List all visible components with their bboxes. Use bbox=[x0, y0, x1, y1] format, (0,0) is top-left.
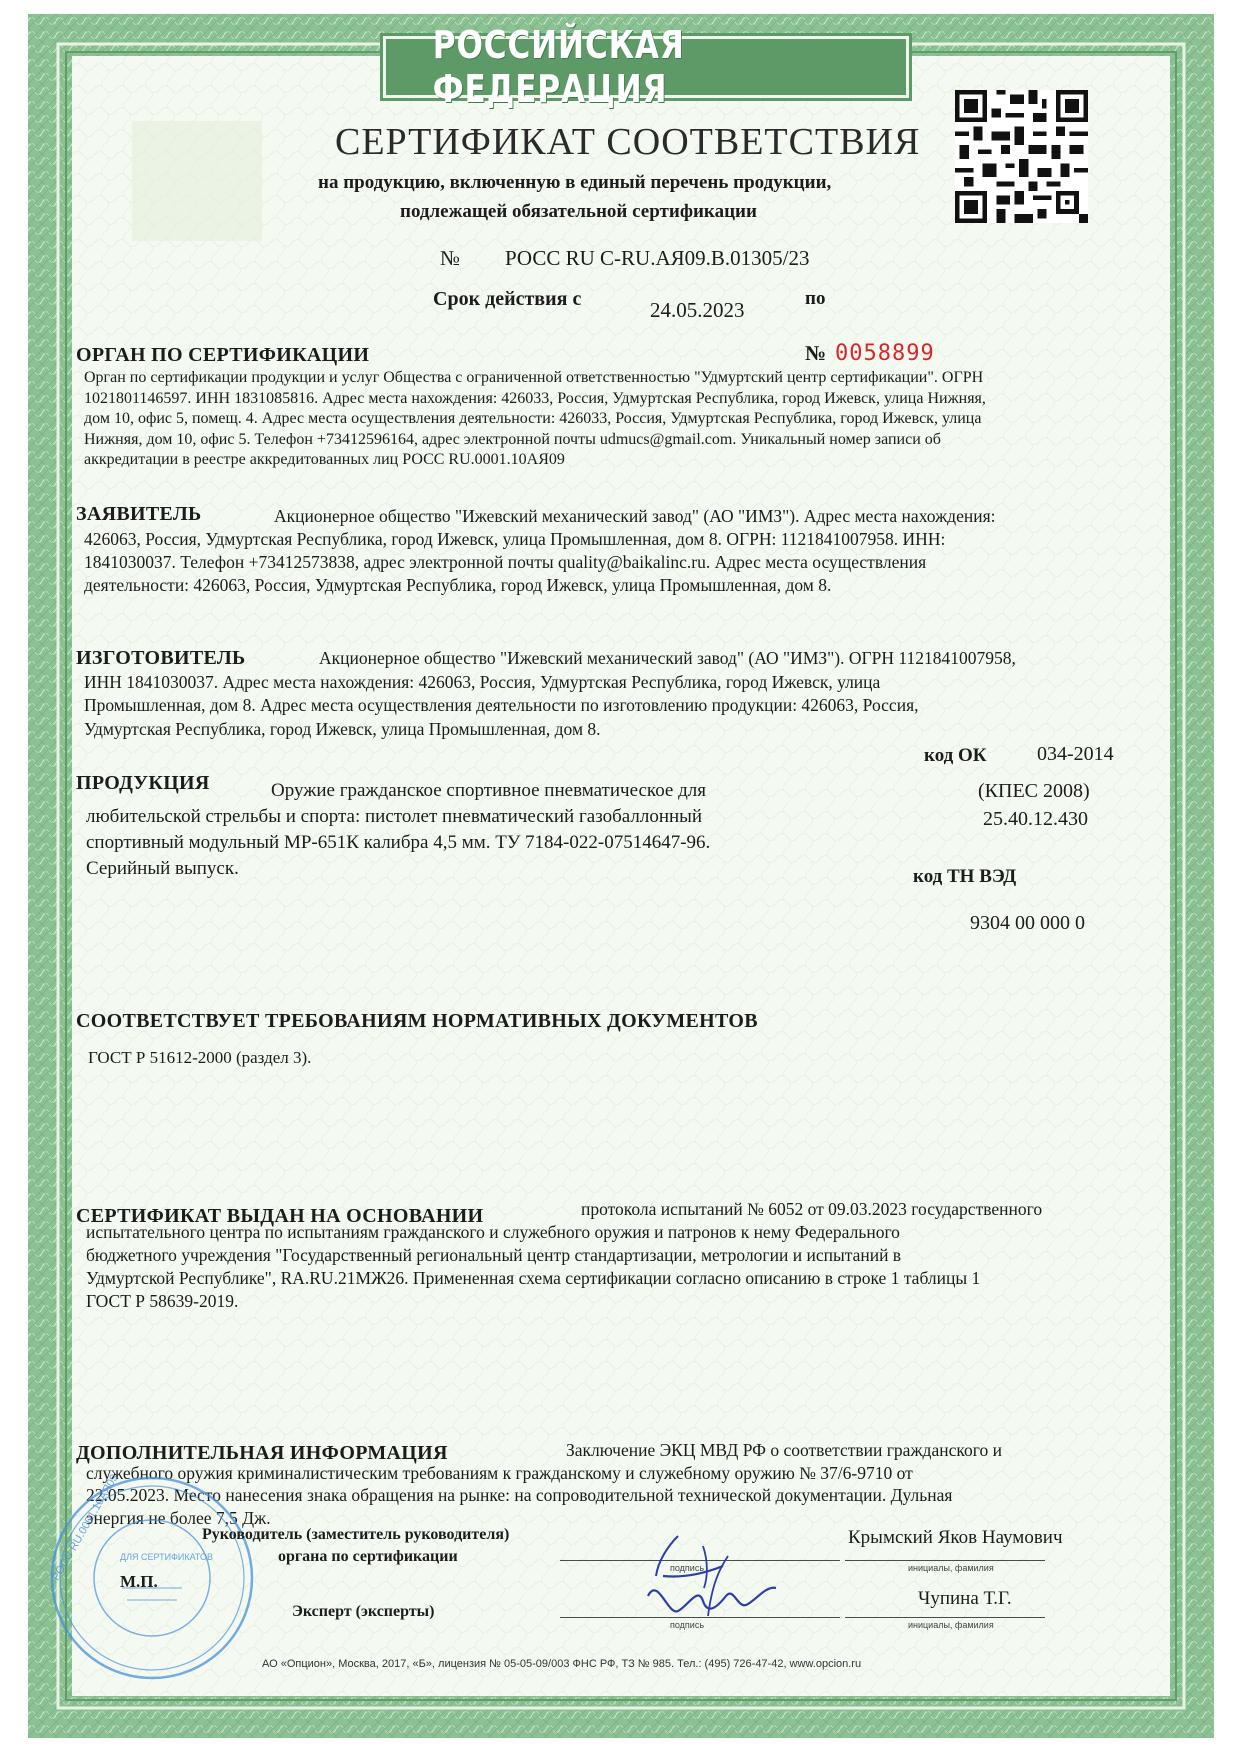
expert-name: Чупина Т.Г. bbox=[918, 1588, 1012, 1609]
manufacturer-heading: ИЗГОТОВИТЕЛЬ bbox=[76, 647, 246, 669]
compliance-standard: ГОСТ Р 51612-2000 (раздел 3). bbox=[88, 1048, 312, 1067]
text-line: испытательного центра по испытаниям гражданского и служебного оружия и патронов к нему Федерального bbox=[86, 1222, 900, 1242]
head-signature-label-1: Руководитель (заместитель руководителя) bbox=[202, 1526, 510, 1543]
ok-classifier-number: 034-2014 bbox=[1037, 743, 1114, 765]
qr-code-icon bbox=[955, 90, 1088, 223]
document-title: СЕРТИФИКАТ СООТВЕТСТВИЯ bbox=[335, 121, 921, 163]
expert-signature-label: Эксперт (эксперты) bbox=[292, 1603, 435, 1620]
basis-heading: СЕРТИФИКАТ ВЫДАН НА ОСНОВАНИИ bbox=[76, 1205, 484, 1227]
text-line: аккредитации в реестре аккредитованных лиц РОСС RU.0001.10АЯ09 bbox=[84, 451, 565, 468]
text-line: энергия не более 7,5 Дж. bbox=[86, 1507, 271, 1528]
text-line: ГОСТ Р 58639-2019. bbox=[86, 1291, 239, 1311]
name-line-head bbox=[845, 1560, 1045, 1561]
text-line: Промышленная, дом 8. Адрес места осуществления деятельности по изготовлению продукции: 426063, Россия, bbox=[84, 695, 919, 715]
country-banner bbox=[383, 23, 909, 111]
name-line-expert bbox=[845, 1617, 1045, 1618]
seal-place-label: М.П. bbox=[120, 1572, 158, 1591]
svg-text:РОСС RU.0001.10АЯ09 bbox=[50, 1472, 121, 1583]
product-heading: ПРОДУКЦИЯ bbox=[76, 772, 210, 794]
validity-from-date: 24.05.2023 bbox=[650, 298, 745, 322]
stamp-text-inner: ДЛЯ СЕРТИФИКАТОВ bbox=[120, 1552, 214, 1562]
text-line: Заключение ЭКЦ МВД РФ о соответствии гражданского и bbox=[566, 1440, 1002, 1460]
text-line: дом 10, офис 5, помещ. 4. Адрес места осуществления деятельности: 426033, Россия, Удмуртская Республика, город Ижевск, улица bbox=[84, 410, 982, 427]
tnved-code: 9304 00 000 0 bbox=[970, 912, 1085, 934]
text-line: 426063, Россия, Удмуртская Республика, город Ижевск, улица Промышленная, дом 8. ОГРН: 1121841007958. ИНН: bbox=[84, 529, 946, 549]
country-name: РОССИЙСКАЯ ФЕДЕРАЦИЯ bbox=[432, 23, 685, 111]
text-line: Серийный выпуск. bbox=[86, 858, 239, 879]
text-line: деятельности: 426063, Россия, Удмуртская Республика, город Ижевск, улица Промышленная, дом 8. bbox=[84, 575, 832, 595]
initials-caption: инициалы, фамилия bbox=[908, 1563, 994, 1573]
text-line: Акционерное общество "Ижевский механический завод" (АО "ИМЗ"). ОГРН 1121841007958, bbox=[319, 648, 1016, 668]
text-line: спортивный модульный МР-651К калибра 4,5 мм. ТУ 7184-022-07514647-96. bbox=[86, 832, 711, 853]
validity-label: Срок действия с bbox=[433, 288, 582, 310]
text-line: служебного оружия криминалистическим требованиям к гражданскому и служебному оружию № 37/6-9710 от bbox=[86, 1462, 913, 1483]
applicant-heading: ЗАЯВИТЕЛЬ bbox=[76, 503, 202, 525]
ok-code-value: 25.40.12.430 bbox=[983, 808, 1088, 830]
signature-caption: подпись bbox=[670, 1620, 705, 1630]
document-subtitle-line-1: на продукцию, включенную в единый перечень продукции, bbox=[318, 172, 832, 193]
validity-to-label: по bbox=[805, 288, 826, 309]
text-line: 1841030037. Телефон +73412573838, адрес электронной почты quality@baikalinc.ru. Адрес места осуществления bbox=[84, 552, 927, 572]
certification-body-heading: ОРГАН ПО СЕРТИФИКАЦИИ bbox=[76, 344, 370, 366]
additional-info-heading: ДОПОЛНИТЕЛЬНАЯ ИНФОРМАЦИЯ bbox=[76, 1442, 448, 1464]
text-line: Нижняя, дом 10, офис 5. Телефон +73412596164, адрес электронной почты udmucs@gmail.com. Уникальный номер записи об bbox=[84, 430, 941, 448]
text-line: Акционерное общество "Ижевский механический завод" (АО "ИМЗ"). Адрес места нахождения: bbox=[274, 506, 996, 526]
text-line: бюджетного учреждения "Государственный региональный центр стандартизации, метрологии и испытаний в bbox=[86, 1245, 902, 1265]
signature-caption: подпись bbox=[670, 1563, 705, 1573]
text-line: ИНН 1841030037. Адрес места нахождения: 426063, Россия, Удмуртская Республика, город Ижевск, улица bbox=[84, 671, 881, 692]
text-line: любительской стрельбы и спорта: пистолет пневматический газобаллонный bbox=[86, 806, 703, 827]
text-line: Орган по сертификации продукции и услуг Общества с ограниченной ответственностью "Удмуртский центр сертификации". ОГРН bbox=[84, 369, 984, 386]
applicant-text bbox=[84, 505, 1144, 597]
blank-serial-number: 0058899 bbox=[835, 341, 935, 366]
text-line: Удмуртской Республике", RA.RU.21МЖ26. Примененная схема сертификации согласно описанию в строке 1 таблицы 1 bbox=[86, 1268, 981, 1288]
text-line: Удмуртская Республика, город Ижевск, улица Промышленная, дом 8. bbox=[84, 718, 601, 739]
text-line: Оружие гражданское спортивное пневматическое для bbox=[271, 780, 706, 801]
text-line: протокола испытаний № 6052 от 09.03.2023 государственного bbox=[581, 1199, 1043, 1219]
ok-classifier-standard: (КПЕС 2008) bbox=[978, 780, 1090, 802]
head-name: Крымский Яков Наумович bbox=[848, 1527, 1063, 1548]
handwritten-signature-icon bbox=[608, 1516, 808, 1646]
document-subtitle-line-2: подлежащей обязательной сертификации bbox=[400, 201, 757, 222]
text-line: 1021801146597. ИНН 1831085816. Адрес места нахождения: 426033, Россия, Удмуртская Республика, город Ижевск, улица Нижняя, bbox=[84, 389, 986, 407]
stamp-text: РОСС RU.0001.10АЯ09 bbox=[49, 1472, 121, 1583]
certification-body-text bbox=[84, 368, 1154, 471]
basis-text bbox=[86, 1198, 1146, 1313]
compliance-heading: СООТВЕТСТВУЕТ ТРЕБОВАНИЯМ НОРМАТИВНЫХ ДОКУМЕНТОВ bbox=[76, 1010, 758, 1032]
number-sign: № bbox=[440, 246, 461, 270]
head-signature-label-2: органа по сертификации bbox=[278, 1548, 458, 1565]
serial-number-sign: № bbox=[805, 341, 827, 365]
printer-imprint: АО «Опцион», Москва, 2017, «Б», лицензия № 05-05-09/003 ФНС РФ, ТЗ № 985. Тел.: (495) 726-47-42, www.opcion.ru bbox=[262, 1658, 862, 1670]
certificate-number: РОСС RU C-RU.АЯ09.В.01305/23 bbox=[505, 246, 810, 270]
initials-caption: инициалы, фамилия bbox=[908, 1620, 994, 1630]
ok-code-label: код ОК bbox=[924, 745, 987, 766]
text-line: 22.05.2023. Место нанесения знака обращения на рынке: на сопроводительной технической документации. Дульная bbox=[86, 1485, 953, 1505]
tnved-label: код ТН ВЭД bbox=[913, 866, 1017, 887]
product-text bbox=[86, 778, 866, 882]
manufacturer-text bbox=[84, 647, 1144, 741]
